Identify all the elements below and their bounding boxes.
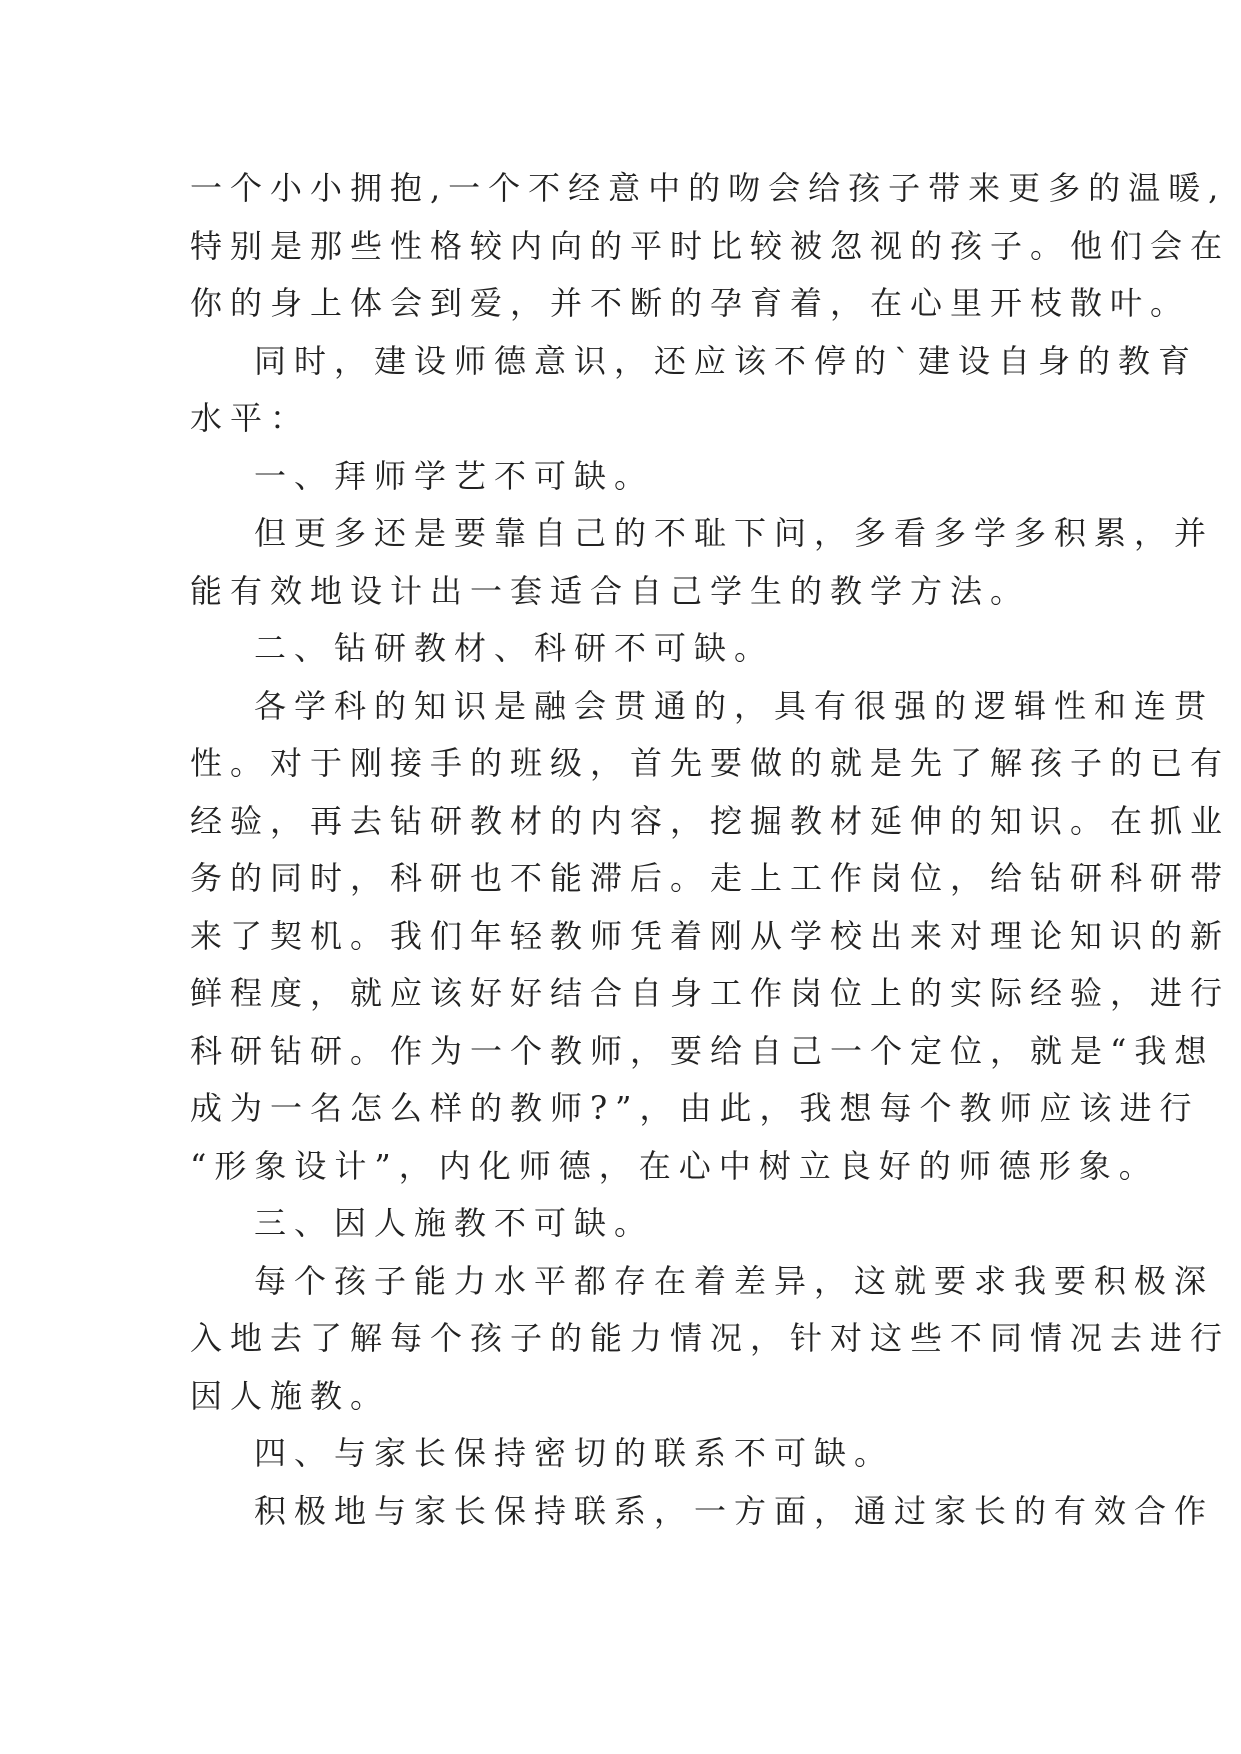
text-line: 成为一名怎么样的教师?”，由此，我想每个教师应该进行 bbox=[190, 1089, 1200, 1127]
section-heading: 三、因人施教不可缺。 bbox=[254, 1204, 655, 1242]
text-line: 每个孩子能力水平都存在着差异，这就要求我要积极深 bbox=[254, 1261, 1215, 1300]
text-line: 你的身上体会到爱，并不断的孕育着，在心里开枝散叶。 bbox=[190, 284, 1191, 322]
text-line: 性。对于刚接手的班级，首先要做的就是先了解孩子的已有 bbox=[190, 744, 1231, 782]
text-line: 经验，再去钻研教材的内容，挖掘教材延伸的知识。在抓业 bbox=[190, 801, 1231, 840]
text-line: 能有效地设计出一套适合自己学生的教学方法。 bbox=[190, 571, 1031, 610]
text-line: 一个小小拥抱,一个不经意中的吻会给孩子带来更多的温暖, bbox=[190, 169, 1227, 207]
text-line: 入地去了解每个孩子的能力情况，针对这些不同情况去进行 bbox=[190, 1319, 1231, 1357]
body-text bbox=[190, 160, 1231, 1540]
text-line: 特别是那些性格较内向的平时比较被忽视的孩子。他们会在 bbox=[190, 226, 1231, 265]
section-heading: 一、拜师学艺不可缺。 bbox=[254, 456, 655, 495]
text-line: 积极地与家长保持联系，一方面，通过家长的有效合作 bbox=[254, 1491, 1215, 1530]
text-line: 科研钻研。作为一个教师，要给自己一个定位，就是“我想 bbox=[190, 1031, 1215, 1070]
text-line: 来了契机。我们年轻教师凭着刚从学校出来对理论知识的新 bbox=[190, 916, 1231, 955]
section-heading: 二、钻研教材、科研不可缺。 bbox=[254, 629, 775, 667]
text-line: 鲜程度，就应该好好结合自身工作岗位上的实际经验，进行 bbox=[190, 974, 1231, 1012]
text-line: 但更多还是要靠自己的不耻下问，多看多学多积累，并 bbox=[254, 514, 1215, 552]
text-line: 因人施教。 bbox=[190, 1376, 391, 1415]
text-line: 同时，建设师德意识，还应该不停的`建设自身的教育 bbox=[254, 341, 1199, 380]
text-line: 务的同时，科研也不能滞后。走上工作岗位，给钻研科研带 bbox=[190, 859, 1231, 897]
text-line: 各学科的知识是融会贯通的，具有很强的逻辑性和连贯 bbox=[254, 686, 1215, 725]
section-heading: 四、与家长保持密切的联系不可缺。 bbox=[254, 1434, 895, 1472]
text-line: “形象设计”，内化师德，在心中树立良好的师德形象。 bbox=[190, 1146, 1159, 1185]
text-line: 水平： bbox=[190, 399, 311, 437]
